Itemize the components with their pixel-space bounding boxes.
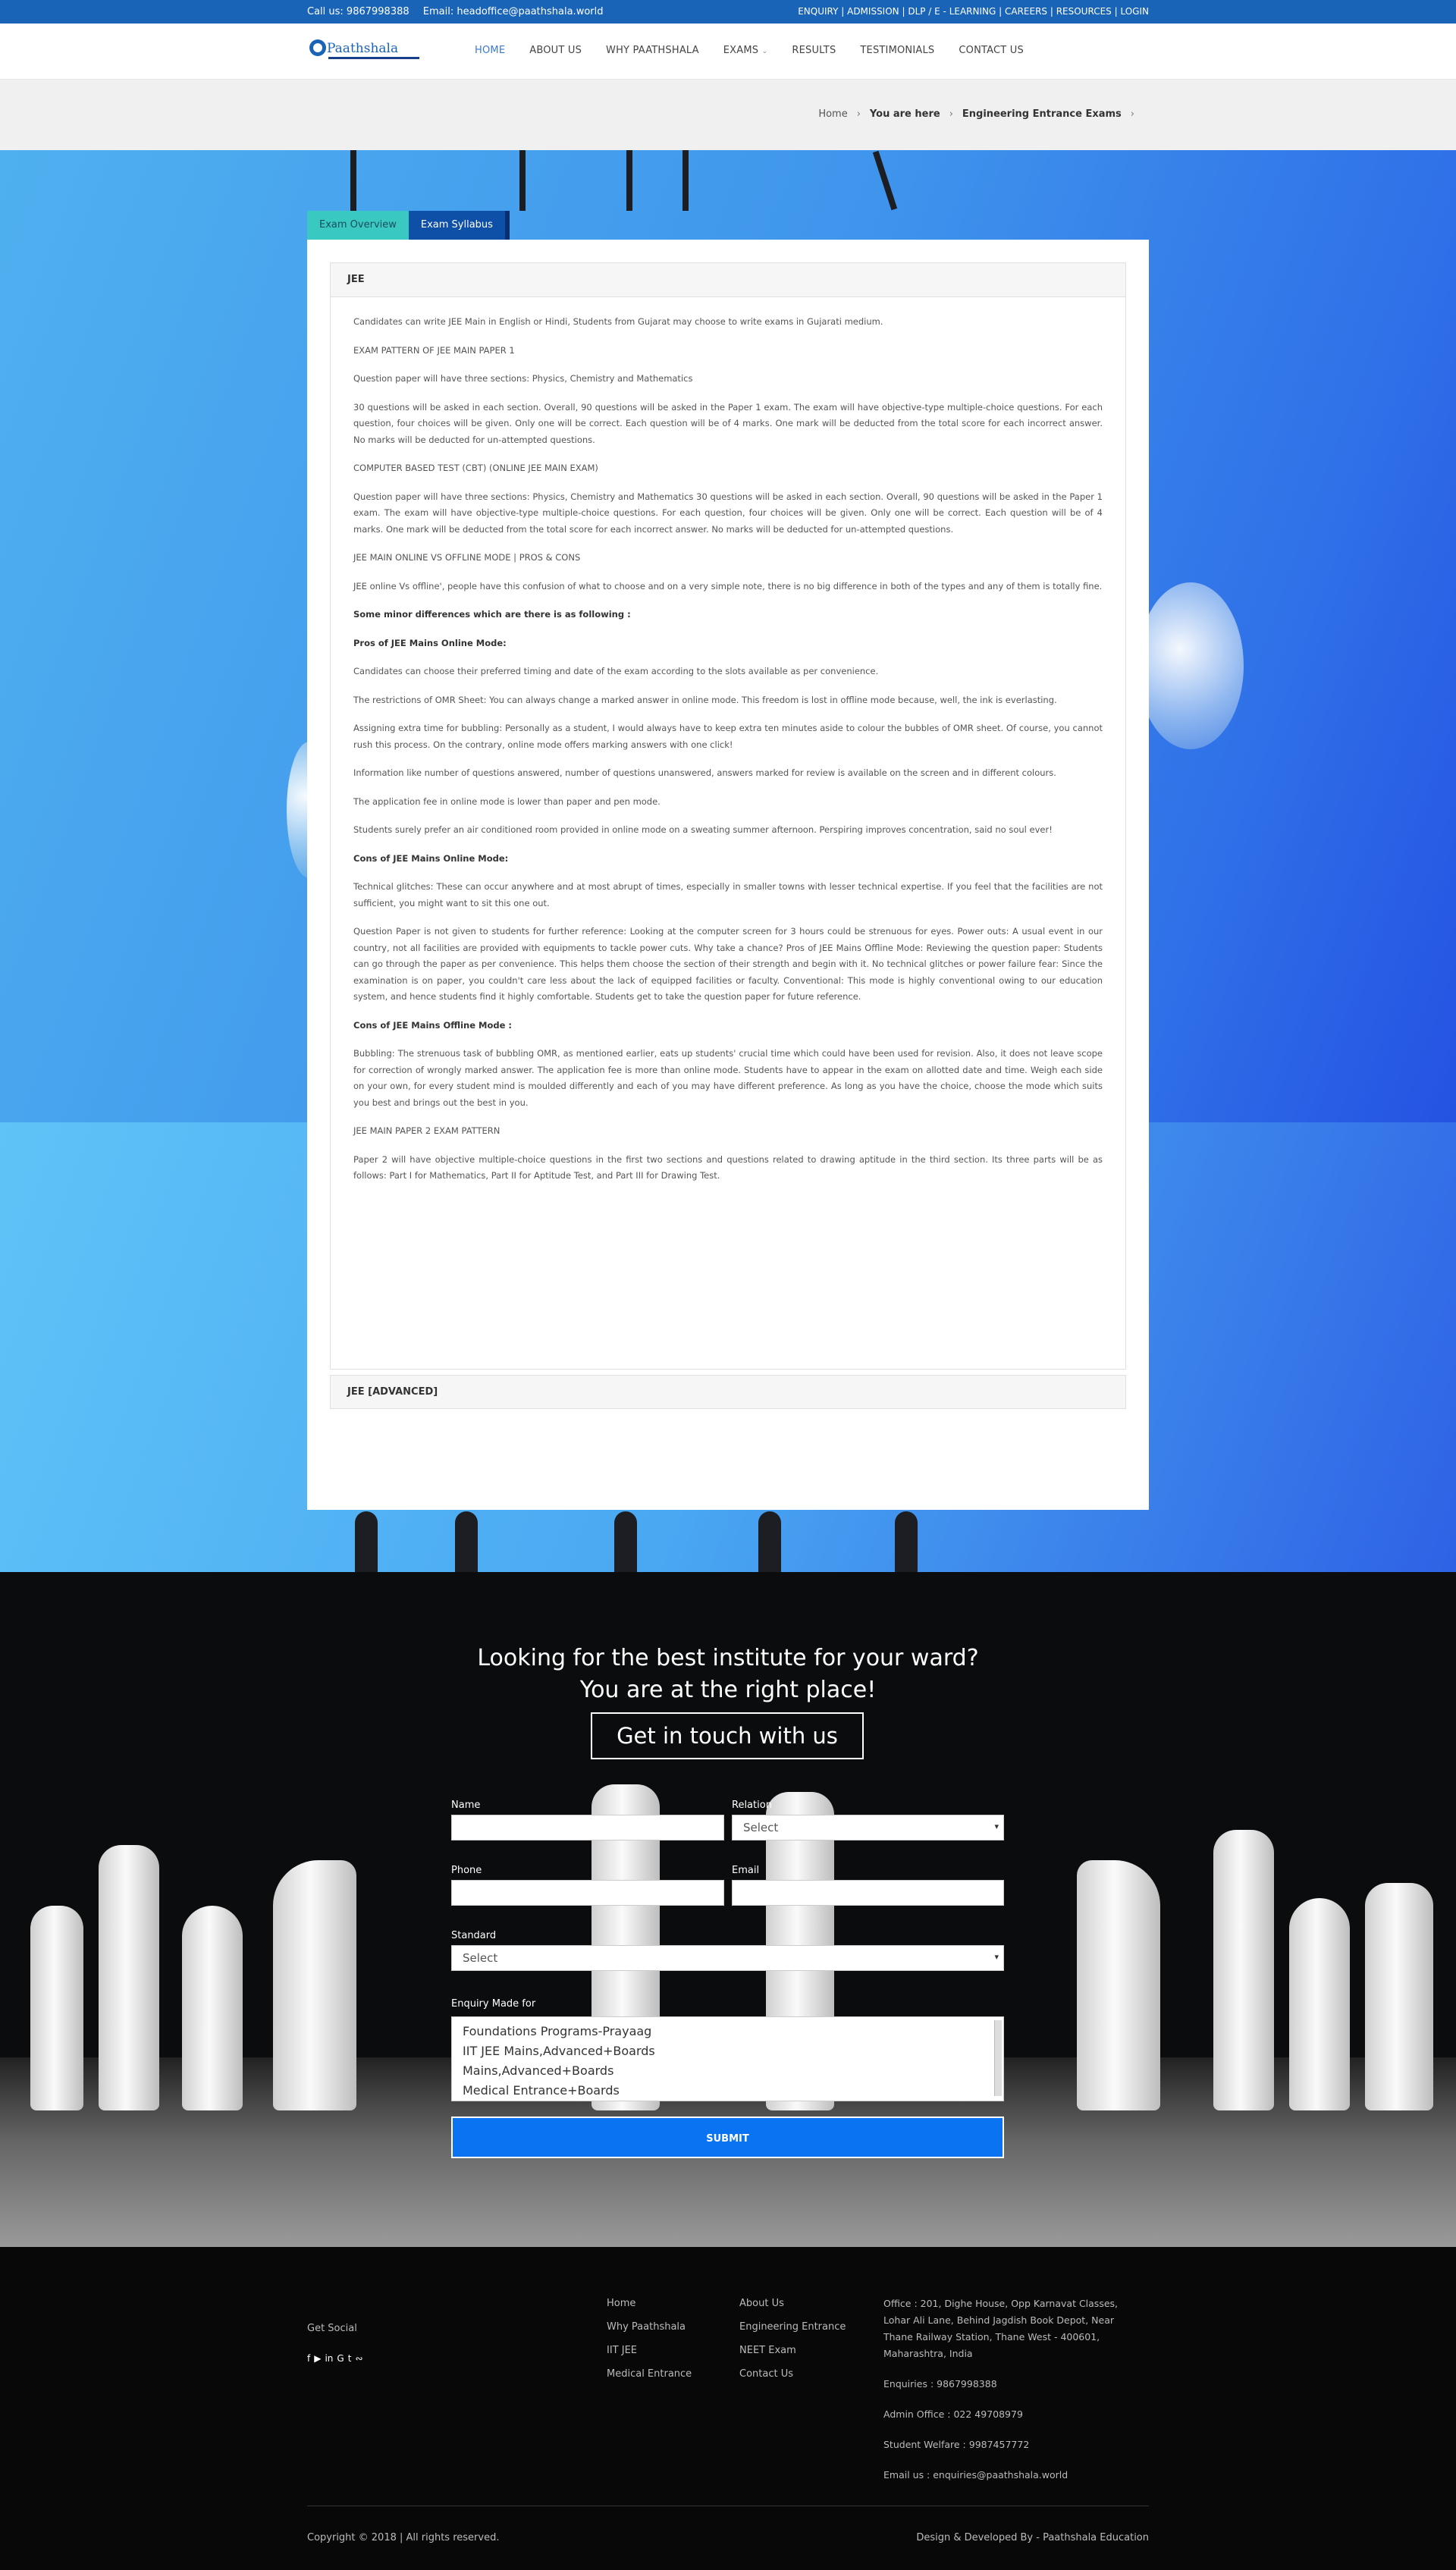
exam-tabs — [307, 211, 510, 240]
top-link-admission[interactable]: ADMISSION — [847, 6, 899, 17]
footer-link-home[interactable]: Home — [607, 2298, 636, 2309]
content-paragraph: Information like number of questions answered, number of questions unanswered, answers marked for review is available on the screen and in different colours. — [353, 767, 1056, 778]
chess-piece — [1213, 1830, 1274, 2110]
submit-button[interactable]: SUBMIT — [451, 2117, 1004, 2158]
footer-email: Email us : enquiries@paathshala.world — [883, 2469, 1068, 2481]
footer-link-medical[interactable]: Medical Entrance — [607, 2368, 692, 2380]
accordion-header-jee[interactable]: JEE — [331, 263, 1125, 297]
hero-background — [0, 150, 1456, 1572]
relation-select-value: Select — [743, 1821, 779, 1834]
chess-piece — [273, 1860, 356, 2110]
footer-link-about[interactable]: About Us — [739, 2298, 784, 2309]
admin-number: Admin Office : 022 49708979 — [883, 2408, 1023, 2420]
get-social-label: Get Social — [307, 2323, 357, 2334]
chess-piece — [182, 1906, 243, 2110]
breadcrumb-home[interactable]: Home — [818, 108, 848, 120]
developer-credit: Design & Developed By - Paathshala Education — [916, 2532, 1149, 2543]
chevron-right-icon: › — [856, 108, 861, 120]
footer-link-engineering[interactable]: Engineering Entrance — [739, 2321, 846, 2333]
footer-link-neet[interactable]: NEET Exam — [739, 2345, 796, 2356]
nav-exams[interactable] — [723, 45, 768, 56]
email-label: Email — [732, 1865, 760, 1876]
twitter-icon[interactable]: t — [347, 2353, 352, 2364]
footer-link-contact[interactable]: Contact Us — [739, 2368, 793, 2380]
email-text: Email: headoffice@paathshala.world — [422, 6, 604, 17]
lamp-shade — [895, 1511, 918, 1572]
tab-exam-syllabus[interactable]: Exam Syllabus — [409, 211, 510, 240]
chess-piece — [1077, 1860, 1160, 2110]
nav-about[interactable]: ABOUT US — [529, 45, 582, 56]
accordion-header-jee-advanced[interactable]: JEE [ADVANCED] — [330, 1375, 1126, 1409]
nav-exams-label: EXAMS — [723, 45, 759, 56]
chess-piece — [1365, 1883, 1433, 2110]
main-nav — [475, 45, 1048, 56]
get-in-touch-button[interactable]: Get in touch with us — [591, 1712, 864, 1759]
name-label: Name — [451, 1800, 481, 1811]
lamp-shade — [455, 1511, 478, 1572]
tab-exam-overview[interactable]: Exam Overview — [307, 211, 409, 240]
lamp-shade — [758, 1511, 781, 1572]
google-plus-icon[interactable]: G — [337, 2353, 344, 2364]
contact-heading-2: You are at the right place! — [579, 1677, 877, 1703]
content-paragraph: The restrictions of OMR Sheet: You can always change a marked answer in online mode. This freedom is lost in offline mode because, well, the ink is everlasting. — [353, 694, 1057, 705]
content-paragraph: Question paper will have three sections: Physics, Chemistry and Mathematics 30 questions will be asked in each section. Overall, 90 questions will be asked in the Paper 1 exam. The exam will have objective-type multiple-choice questions. For each question, four choices will be given. Only one will be correct. Each question will be of 4 marks. One mark will be deducted from the total score for each incorrect answer. No marks will be deducted for un-attempted questions. — [353, 491, 1103, 535]
content-paragraph: Candidates can choose their preferred timing and date of the exam according to the slots available as per convenience. — [353, 666, 879, 676]
accordion-jee — [330, 262, 1126, 1370]
youtube-icon[interactable]: ▶ — [314, 2353, 322, 2364]
program-listbox[interactable] — [451, 2016, 1004, 2101]
program-option[interactable]: Medical Entrance+Boards — [463, 2083, 620, 2098]
contact-section — [0, 1572, 1456, 2247]
enquiries-number: Enquiries : 9867998388 — [883, 2378, 997, 2390]
exam-panel — [307, 240, 1149, 1510]
footer-link-why[interactable]: Why Paathshala — [607, 2321, 686, 2333]
program-option[interactable]: Foundations Programs-Prayaag — [463, 2024, 652, 2038]
top-link-careers[interactable]: CAREERS — [1004, 6, 1048, 17]
top-links: ENQUIRY | ADMISSION | DLP / E - LEARNING | CAREERS | RESOURCES | LOGIN — [798, 6, 1149, 17]
footer-links-1 — [607, 2298, 692, 2392]
content-paragraph: 30 questions will be asked in each section. Overall, 90 questions will be asked in the Paper 1 exam. The exam will have objective-type multiple-choice questions. For each question, four choices will be given. Only one will be correct. Each question will be of 4 marks. One mark will be deducted from the total score for each incorrect answer. No marks will be deducted for un-attempted questions. — [353, 401, 1103, 445]
nav-contact[interactable]: CONTACT US — [959, 45, 1024, 56]
chevron-right-icon: › — [949, 108, 953, 120]
content-paragraph: Paper 2 will have objective multiple-choice questions in the first two sections and questions related to drawing aptitude in the third section. Its three parts will be as follows: Part I for Mathematics, Part II for Aptitude Test, and Part III for Drawing Test. — [353, 1153, 1103, 1181]
content-paragraph: Pros of JEE Mains Online Mode: — [353, 637, 507, 648]
footer-contact — [883, 2295, 1141, 2497]
email-input[interactable] — [732, 1880, 1004, 1906]
cable — [350, 150, 356, 211]
content-paragraph: The application fee in online mode is lower than paper and pen mode. — [353, 795, 661, 807]
name-input[interactable] — [451, 1815, 724, 1840]
top-link-enquiry[interactable]: ENQUIRY — [798, 6, 839, 17]
contact-heading-1: Looking for the best institute for your ward? — [477, 1645, 979, 1671]
light-bulb — [1138, 582, 1244, 749]
chevron-right-icon: › — [1130, 108, 1134, 120]
content-paragraph: Students surely prefer an air conditioned room provided in online mode on a sweating summer afternoon. Perspiring improves concentration, said no soul ever! — [353, 824, 1053, 835]
relation-select[interactable] — [732, 1815, 1004, 1840]
chess-piece — [99, 1845, 159, 2110]
content-paragraph: Bubbling: The strenuous task of bubbling OMR, as mentioned earlier, eats up students' crucial time which could have been used for revision. Also, it does not leave scope for correction of wrongly marked answer. The application fee is more than online mode. Students have to appear in the exam on allotted date and time. Weigh each side on your own, for every student mind is moulded differently and each of you may have different preference. As long as you have the choice, choose the mode which suits you best and brings out the best in you. — [353, 1048, 1103, 1108]
lamp-shade — [614, 1511, 637, 1572]
content-paragraph: Cons of JEE Mains Online Mode: — [353, 852, 509, 864]
footer-links-2 — [739, 2298, 846, 2392]
accordion-body-jee — [331, 297, 1125, 1185]
content-paragraph: Technical glitches: These can occur anywhere and at most abrupt of times, especially in smaller towns with lesser technical expertise. If you feel that the facilities are not sufficient, you might want to sit this one out. — [353, 881, 1103, 908]
program-option[interactable]: Mains,Advanced+Boards — [463, 2063, 614, 2078]
program-option[interactable]: IIT JEE Mains,Advanced+Boards — [463, 2044, 655, 2058]
content-paragraph: JEE MAIN ONLINE VS OFFLINE MODE | PROS & CONS — [353, 552, 581, 563]
copyright: Copyright © 2018 | All rights reserved. — [307, 2532, 500, 2543]
nav-results[interactable]: RESULTS — [792, 45, 836, 56]
chevron-down-icon: ⌄ — [761, 48, 768, 55]
nav-home[interactable]: HOME — [475, 45, 506, 56]
call-us-text: Call us: 9867998388 — [307, 6, 410, 17]
site-footer — [0, 2247, 1456, 2570]
rss-icon[interactable]: ∾ — [355, 2353, 363, 2364]
content-paragraph: JEE online Vs offline', people have this confusion of what to choose and on a very simple note, there is no big difference in both of the types and any of them is totally fine. — [353, 580, 1103, 592]
relation-label: Relation — [732, 1800, 772, 1811]
nav-why[interactable]: WHY PAATHSHALA — [606, 45, 699, 56]
content-paragraph: Candidates can write JEE Main in English or Hindi, Students from Gujarat may choose to write exams in Gujarati medium. — [353, 316, 883, 327]
content-paragraph: COMPUTER BASED TEST (CBT) (ONLINE JEE MAIN EXAM) — [353, 463, 598, 473]
content-paragraph: Question paper will have three sections: Physics, Chemistry and Mathematics — [353, 373, 693, 384]
content-paragraph: JEE MAIN PAPER 2 EXAM PATTERN — [353, 1125, 500, 1136]
facebook-icon[interactable]: f — [307, 2353, 311, 2364]
chess-piece — [30, 1906, 83, 2110]
phone-label: Phone — [451, 1865, 482, 1876]
top-bar — [0, 0, 1456, 24]
logo-text: Paathshala — [327, 41, 399, 56]
office-address: Office : 201, Dighe House, Opp Karnavat Classes, Lohar Ali Lane, Behind Jagdish Book Depot, Near Thane Railway Station, Thane West - 400601, Maharashtra, India — [883, 2298, 1119, 2359]
nav-testimonials[interactable]: TESTIMONIALS — [860, 45, 935, 56]
logo-image — [307, 34, 428, 64]
phone-input[interactable] — [451, 1880, 724, 1906]
top-link-login[interactable]: LOGIN — [1120, 6, 1149, 17]
social-icons — [307, 2353, 363, 2364]
logo[interactable] — [307, 34, 428, 64]
standard-label: Standard — [451, 1930, 497, 1941]
breadcrumb-current: Engineering Entrance Exams — [962, 108, 1122, 120]
enquiry-label: Enquiry Made for — [451, 1998, 536, 2010]
cable — [682, 150, 689, 211]
content-paragraph: EXAM PATTERN OF JEE MAIN PAPER 1 — [353, 344, 515, 356]
top-link-resources[interactable]: RESOURCES — [1056, 6, 1112, 17]
content-paragraph: Cons of JEE Mains Offline Mode : — [353, 1019, 512, 1031]
standard-select-value: Select — [463, 1951, 498, 1965]
cable — [873, 151, 897, 211]
content-paragraph: Question Paper is not given to students for further reference: Looking at the computer screen for 3 hours could be strenuous for eyes. Power outs: A usual event in our country, not all facilities are provided with equipments to tackle power cuts. Why take a chance? Pros of JEE Mains Offline Mode: Reviewing the question paper: Students can go through the paper as per convenience. This helps them choose the section of their strength and begin with it. No technical glitches or power failure fear: Since the examination is on paper, you couldn't care less about the lack of equipped facilities or faculty. Conventional: This mode is highly conventional owing to our education system, and hence students find it highly comfortable. Students get to take the question paper for future reference. — [353, 926, 1103, 1002]
chess-piece — [1289, 1898, 1350, 2110]
welfare-number: Student Welfare : 9987457772 — [883, 2439, 1030, 2450]
cable — [626, 150, 632, 211]
content-paragraph: Some minor differences which are there is as following : — [353, 609, 631, 620]
content-paragraph: Assigning extra time for bubbling: Personally as a student, I would always have to keep extra ten minutes aside to colour the bubbles of OMR sheet. Of course, you cannot rush this process. On the contrary, online mode offers marking answers with one click! — [353, 723, 1103, 750]
top-link-dlp[interactable]: DLP / E - LEARNING — [908, 6, 996, 17]
listbox-scrollbar[interactable] — [994, 2020, 1002, 2096]
footer-link-iit-jee[interactable]: IIT JEE — [607, 2345, 638, 2356]
cable — [519, 150, 526, 211]
standard-select[interactable] — [451, 1945, 1004, 1971]
site-header — [0, 24, 1456, 80]
breadcrumb — [0, 80, 1456, 150]
breadcrumb-here: You are here — [869, 108, 940, 120]
linkedin-icon[interactable]: in — [325, 2353, 334, 2364]
lamp-shade — [355, 1511, 378, 1572]
